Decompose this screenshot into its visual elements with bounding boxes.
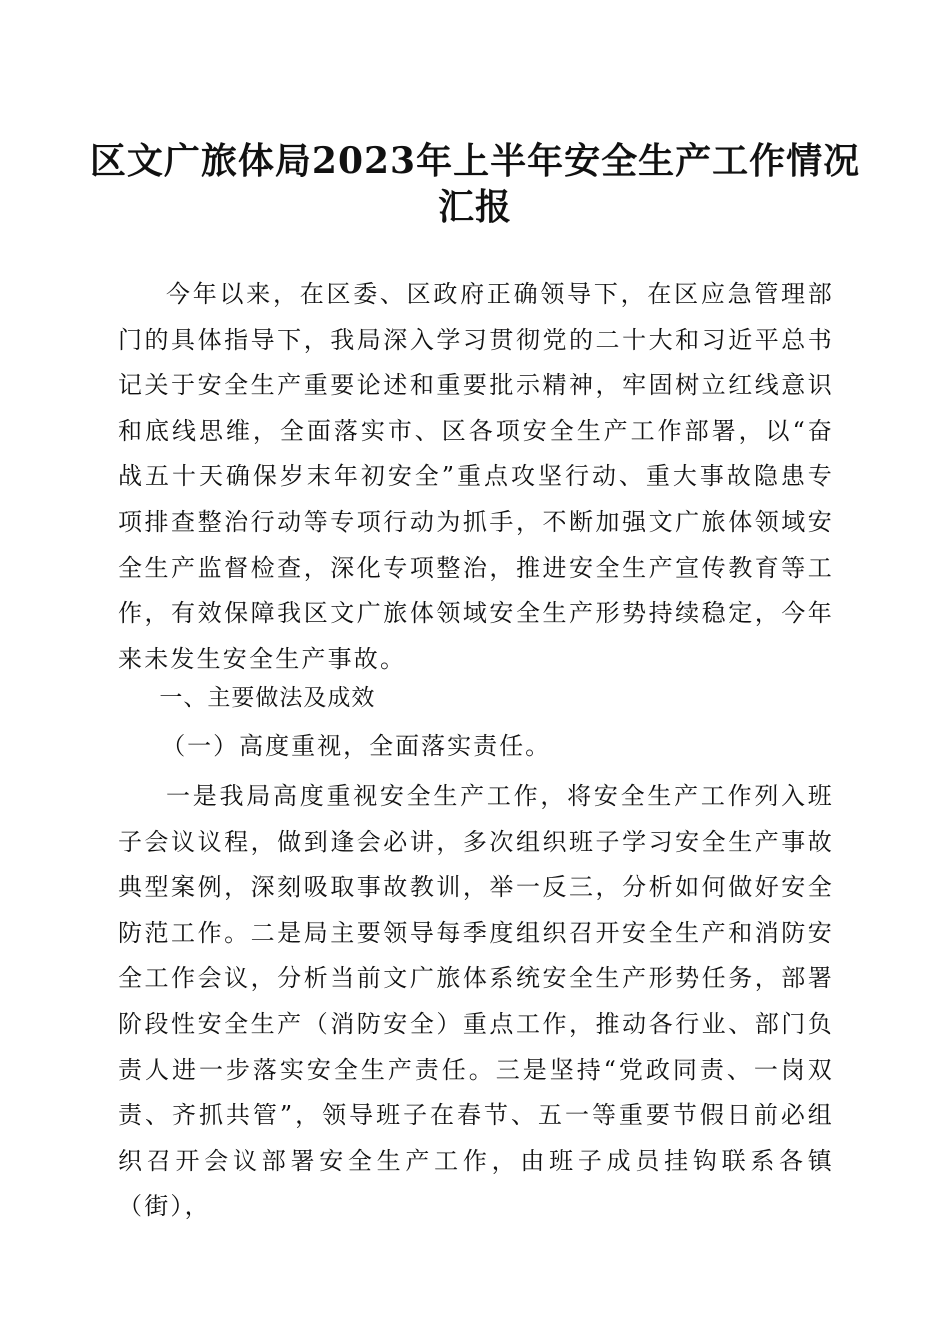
subsection-heading: （一）高度重视，全面落实责任。: [161, 732, 552, 760]
body-paragraph: 一是我局高度重视安全生产工作，将安全生产工作列入班子会议议程，做到逢会必讲，多次组织班子学习安全生产事故典型案例，深刻吸取事故教训，举一反三，分析如何做好安全防范工作。二是局主要领导每季度组织召开安全生产和消防安全工作会议，分析当前文广旅体系统安全生产形势任务，部署阶段性安全生产（消防安全）重点工作，推动各行业、部门负责人进一步落实安全生产责任。三是坚持“党政同责、一岗双责、齐抓共管”，领导班子在春节、五一等重要节假日前必组织召开会议部署安全生产工作，由班子成员挂钩联系各镇（街），: [118, 782, 834, 1221]
intro-paragraph: 今年以来，在区委、区政府正确领导下，在区应急管理部门的具体指导下，我局深入学习贯彻党的二十大和习近平总书记关于安全生产重要论述和重要批示精神，牢固树立红线意识和底线思维，全面落实市、区各项安全生产工作部署，以“奋战五十天确保岁末年初安全”重点攻坚行动、重大事故隐患专项排查整治行动等专项行动为抓手，不断加强文广旅体领域安全生产监督检查，深化专项整治，推进安全生产宣传教育等工作，有效保障我区文广旅体领域安全生产形势持续稳定，今年来未发生安全生产事故。: [118, 280, 834, 673]
section-heading: 一、主要做法及成效: [159, 685, 376, 711]
document-title: 区文广旅体局2023年上半年安全生产工作情况汇报: [89, 140, 861, 228]
